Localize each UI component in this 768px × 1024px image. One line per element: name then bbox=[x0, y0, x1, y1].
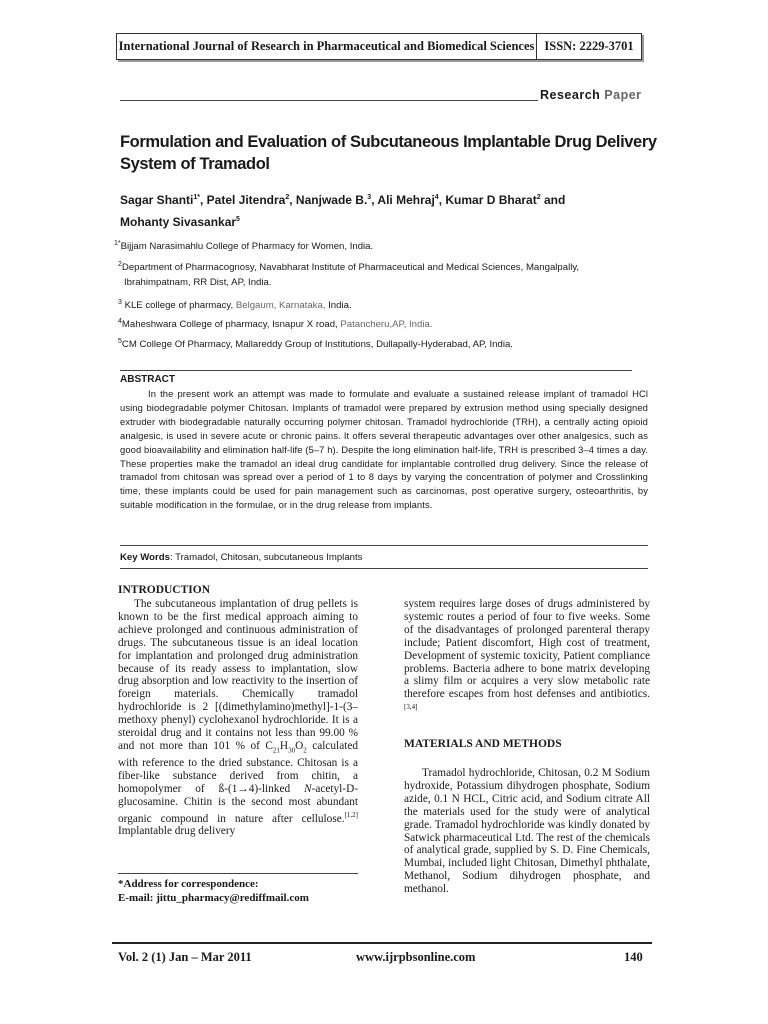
footnote-rule bbox=[118, 873, 358, 874]
paper-type-word-1: Research bbox=[540, 88, 601, 102]
footer-website: www.ijrpbsonline.com bbox=[356, 950, 476, 964]
affiliation-5: $^5$CM College Of Pharmacy, Mallareddy Group of Institutions, Dullapally-Hyderabad, AP, India. bbox=[118, 338, 513, 351]
paper-type-label bbox=[540, 88, 642, 102]
keywords-value: : Tramadol, Chitosan, subcutaneous Implants bbox=[169, 552, 363, 563]
introduction-heading: INTRODUCTION bbox=[118, 584, 211, 596]
keywords bbox=[120, 552, 362, 563]
paper-title: Formulation and Evaluation of Subcutaneous Implantable Drug Delivery System of Tramadol bbox=[120, 133, 657, 173]
introduction-text: The subcutaneous implantation of drug pellets is known to be the first medical approach aiming to achieve prolonged and continuous administration of drugs. The subcutaneous tissue is an ideal location for implantation and prolonged drug administration because of its ready assess to implantation, slow drug absorption and low reactivity to the insertion of foreign materials. Chemically tramadol hydrochloride is 2 [(dimethylamino)methyl]-1-(3–methoxy phenyl) cyclohexanol hydrochloride. It is a steroidal drug and it contains not less than 99.00 % and not more than 101 % of $C_{21}H_{30}O_2$ calculated with reference to the dried substance. Chitosan is a fiber-like substance derived from chitin, a homopolymer of ß-(1→4)-linked N-acetyl-D-glucosamine. Chitin is the second most abundant organic compound in nature after cellulose.[1,2] Implantable drug delivery bbox=[118, 598, 359, 838]
footer-page-number: 140 bbox=[624, 950, 643, 964]
journal-issn: ISSN: 2229-3701 bbox=[544, 39, 634, 53]
abstract-heading: ABSTRACT bbox=[120, 374, 175, 385]
affiliation-3: $^3$ KLE college of pharmacy, Belgaum, Karnataka, India. bbox=[118, 299, 352, 312]
footer-volume: Vol. 2 (1) Jan – Mar 2011 bbox=[118, 950, 252, 964]
affiliation-2: $^2$Department of Pharmacognosy, Navabharat Institute of Pharmaceutical and Medical Sciences, Mangalpally, bbox=[118, 261, 580, 274]
affiliation-2-cont: Ibrahimpatnam, RR Dist, AP, India. bbox=[124, 277, 272, 288]
abstract-text: In the present work an attempt was made to formulate and evaluate a sustained release implant of tramadol HCl using biodegradable polymer Chitosan. Implants of tramadol were prepared by extrusion method using specially designed extruder with biodegradable naturally occurring polymer chitosan. Tramadol hydrochloride (TRH), a centrally acting opioid analgesic, is used in severe acute or chronic pains. It offers several therapeutic advantages over other analgesics, such as good bioavailability and elimination half-life (5–7 h). Despite the long elimination half-life, TRH is prescribed 3–4 times a day. These properties make the tramadol an ideal drug candidate for implantable controlled drug delivery. Since the release of tramadol from chitosan was spread over a period of 1 to 8 days by varying the concentration of polymer and Crosslinking time, these implants could be used for pain management such as carcinomas, post operative surgery, osteoarthritis, by suitable modification in the formulae, or in the drug release from implants. bbox=[120, 388, 648, 511]
abstract-body bbox=[120, 387, 648, 512]
correspondence-label: *Address for correspondence: bbox=[118, 878, 259, 890]
authors: Sagar Shanti$^{1*}$, Patel Jitendra$^2$, Nanjwade B.$^3$, Ali Mehraj$^4$, Kumar D Bharat$^2$ and Mohanty Sivasankar$^5$ bbox=[120, 193, 566, 229]
journal-name: International Journal of Research in Pharmaceutical and Biomedical Sciences bbox=[117, 34, 537, 59]
right-column-text: system requires large doses of drugs administered by systemic routes a period of four to five weeks. Some of the disadvantages of prolonged parenteral therapy include; Patient discomfort, High cost of treatment, Development of systemic toxicity, Patient compliance problems. Bacteria adhere to bone matrix developing a slimy film or acquires a very slow metabolic rate therefore escapes from host defenses and antibiotics.[3,4] bbox=[404, 598, 650, 712]
affiliation-1: $^{1*}$Bijjam Narasimahlu College of Pharmacy for Women, India. bbox=[114, 240, 374, 253]
correspondence-email: E-mail: jittu_pharmacy@rediffmail.com bbox=[118, 892, 309, 904]
journal-header-box bbox=[116, 33, 642, 60]
affiliation-4: $^4$Maheshwara College of pharmacy, Isnapur X road, Patancheru,AP, India. bbox=[118, 318, 433, 331]
abstract-bottom-rule bbox=[120, 545, 648, 546]
abstract-top-rule bbox=[120, 370, 632, 371]
correspondence bbox=[118, 877, 309, 905]
keywords-bottom-rule bbox=[120, 568, 648, 569]
keywords-label: Key Words bbox=[120, 552, 170, 563]
methods-text: Tramadol hydrochloride, Chitosan, 0.2 M Sodium hydroxide, Potassium dihydrogen phosphate, Sodium azide, 0.1 N HCL, Citric acid, and Sodium citrate All the materials used for the study were of analytical grade. Tramadol hydrochloride was kindly donated by Satwick pharmaceutical Ltd. The rest of the chemicals of analytical grade, supplied by S. D. Fine Chemicals, Mumbai, included light Chitosan, Dimethyl phthalate, Methanol, Sodium dihydrogen phosphate, and methanol. bbox=[404, 767, 650, 896]
paper-type-word-2: Paper bbox=[604, 88, 642, 102]
footer-rule bbox=[112, 942, 652, 944]
methods-heading: MATERIALS AND METHODS bbox=[404, 738, 562, 750]
research-paper-rule bbox=[120, 100, 538, 101]
